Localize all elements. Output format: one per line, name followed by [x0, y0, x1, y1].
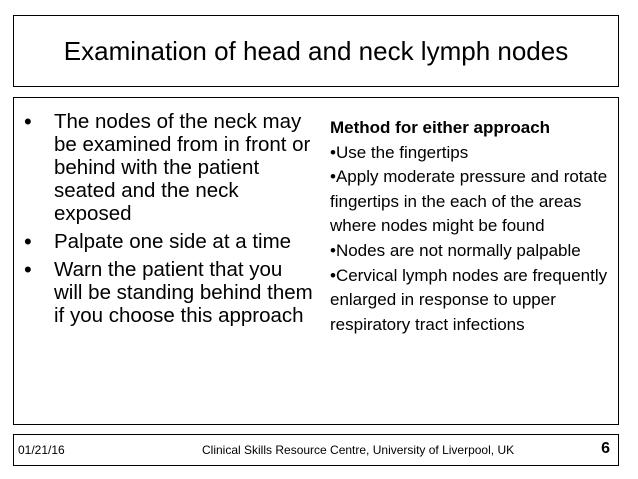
bullet-text: Warn the patient that you will be standing behind them if you choose this approach: [54, 258, 313, 327]
title-box: [13, 15, 619, 87]
method-panel: [330, 116, 612, 337]
bullet-text: The nodes of the neck may be examined from in front or behind with the patient seated and the neck exposed: [54, 110, 311, 225]
method-title: Method for either approach: [330, 118, 551, 137]
footer-credit: Clinical Skills Resource Centre, University of Liverpool, UK: [202, 443, 515, 457]
bullet-list: [24, 110, 316, 332]
method-item: •Use the fingertips: [330, 142, 469, 162]
method-item: •Apply moderate pressure and rotate fingertips in the each of the areas where nodes might be found: [330, 167, 608, 236]
bullet-text: Palpate one side at a time: [54, 230, 292, 253]
list-item: [24, 258, 316, 327]
content-box: [13, 97, 619, 425]
method-item: •Cervical lymph nodes are frequently enlarged in response to upper respiratory tract infections: [330, 265, 608, 334]
slide-title: Examination of head and neck lymph nodes: [63, 35, 569, 66]
footer-date: 01/21/16: [18, 443, 65, 457]
page-number: 6: [601, 440, 610, 457]
bullet-icon: •: [24, 109, 32, 134]
list-item: [24, 110, 316, 225]
method-item: •Nodes are not normally palpable: [330, 240, 581, 260]
slide-footer: [13, 434, 619, 466]
list-item: [24, 230, 316, 253]
bullet-icon: •: [24, 257, 32, 282]
bullet-icon: •: [24, 229, 32, 254]
